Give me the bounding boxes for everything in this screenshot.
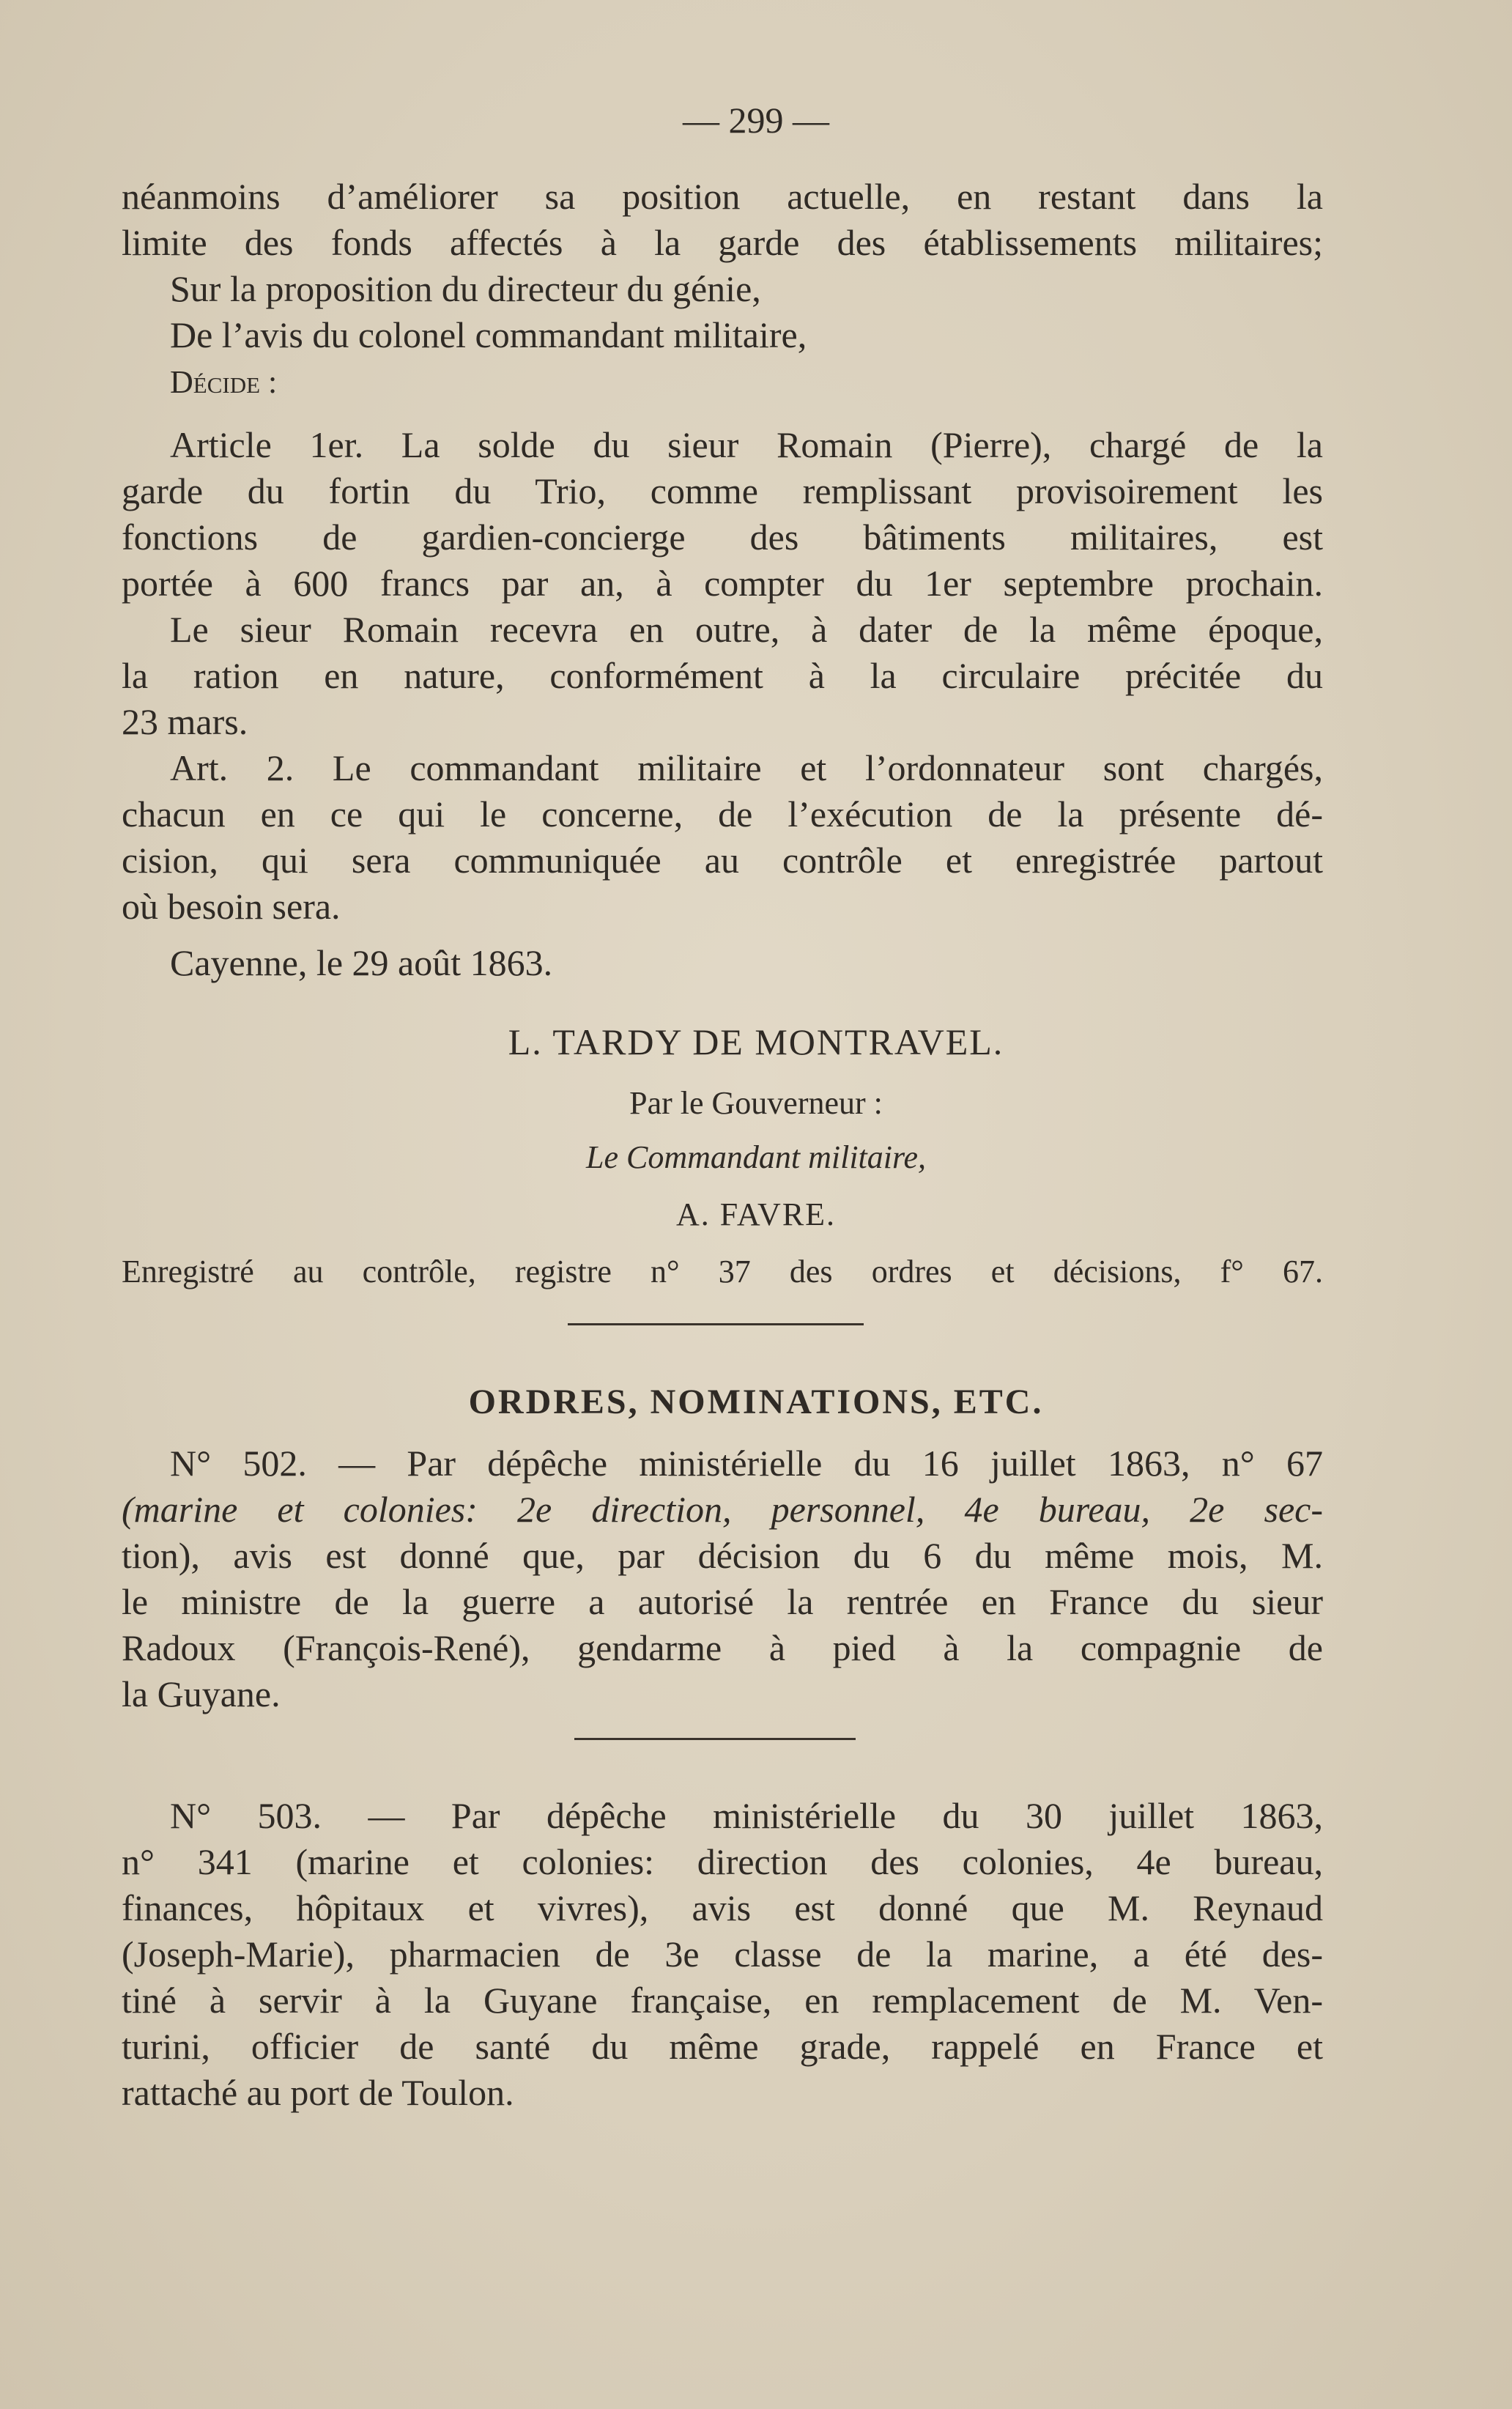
section-heading: ORDRES, NOMINATIONS, ETC. [468, 1383, 1044, 1421]
entry-502-line-2: (marine et colonies: 2e direction, personnel, 4e bureau, 2e sec- [122, 1489, 1323, 1530]
decision-line-9: portée à 600 francs par an, à compter du 1er septembre prochain. [122, 563, 1323, 604]
decision-line-6: Article 1er. La solde du sieur Romain (Pierre), chargé de la [170, 424, 1323, 465]
decision-line-3: Sur la proposition du directeur du génie, [170, 268, 761, 309]
divider-rule [574, 1738, 856, 1740]
decision-line-2: limite des fonds affectés à la garde des établissements militaires; [122, 222, 1323, 263]
decision-date: Cayenne, le 29 août 1863. [170, 942, 553, 983]
entry-502-line-1: N° 502. — Par dépêche ministérielle du 16 juillet 1863, n° 67 [170, 1443, 1323, 1484]
entry-503-line-4: (Joseph-Marie), pharmacien de 3e classe de la marine, a été des- [122, 1934, 1323, 1975]
page-number: — 299 — [683, 100, 829, 141]
decision-line-7: garde du fortin du Trio, comme remplissant provisoirement les [122, 470, 1323, 511]
entry-502-line-6: la Guyane. [122, 1673, 281, 1714]
entry-502-line-3: tion), avis est donné que, par décision du 6 du même mois, M. [122, 1535, 1323, 1576]
decision-line-4: De l’avis du colonel commandant militaire, [170, 314, 807, 355]
by-governor: Par le Gouverneur : [629, 1085, 883, 1121]
decide-heading: Décide : [170, 364, 278, 400]
commander-name: A. FAVRE. [675, 1196, 837, 1232]
decision-line-15: cision, qui sera communiquée au contrôle et enregistrée partout [122, 840, 1323, 881]
decision-line-10: Le sieur Romain recevra en outre, à dater de la même époque, [170, 609, 1323, 650]
entry-502-line-5: Radoux (François-René), gendarme à pied à la compagnie de [122, 1627, 1323, 1668]
decision-line-1: néanmoins d’améliorer sa position actuelle, en restant dans la [122, 176, 1323, 217]
decision-line-14: chacun en ce qui le concerne, de l’exécution de la présente dé- [122, 793, 1323, 835]
entry-503-line-7: rattaché au port de Toulon. [122, 2072, 514, 2113]
decision-line-8: fonctions de gardien-concierge des bâtiments militaires, est [122, 517, 1323, 558]
decision-line-13: Art. 2. Le commandant militaire et l’ordonnateur sont chargés, [170, 747, 1323, 788]
divider-rule [568, 1323, 864, 1325]
decision-line-12: 23 mars. [122, 701, 248, 742]
commander-title: Le Commandant militaire, [585, 1139, 927, 1175]
entry-503-line-2: n° 341 (marine et colonies: direction des colonies, 4e bureau, [122, 1841, 1323, 1882]
entry-502-line-4: le ministre de la guerre a autorisé la rentrée en France du sieur [122, 1581, 1323, 1622]
decision-line-16: où besoin sera. [122, 886, 341, 927]
decision-line-11: la ration en nature, conformément à la circulaire précitée du [122, 655, 1323, 696]
entry-503-line-3: finances, hôpitaux et vivres), avis est donné que M. Reynaud [122, 1887, 1323, 1928]
entry-503-line-1: N° 503. — Par dépêche ministérielle du 30 juillet 1863, [170, 1795, 1323, 1836]
signatory: L. TARDY DE MONTRAVEL. [508, 1021, 1004, 1062]
entry-503-line-5: tiné à servir à la Guyane française, en remplacement de M. Ven- [122, 1980, 1323, 2021]
registration-note: Enregistré au contrôle, registre n° 37 des ordres et décisions, f° 67. [122, 1254, 1323, 1289]
entry-503-line-6: turini, officier de santé du même grade, rappelé en France et [122, 2026, 1323, 2067]
